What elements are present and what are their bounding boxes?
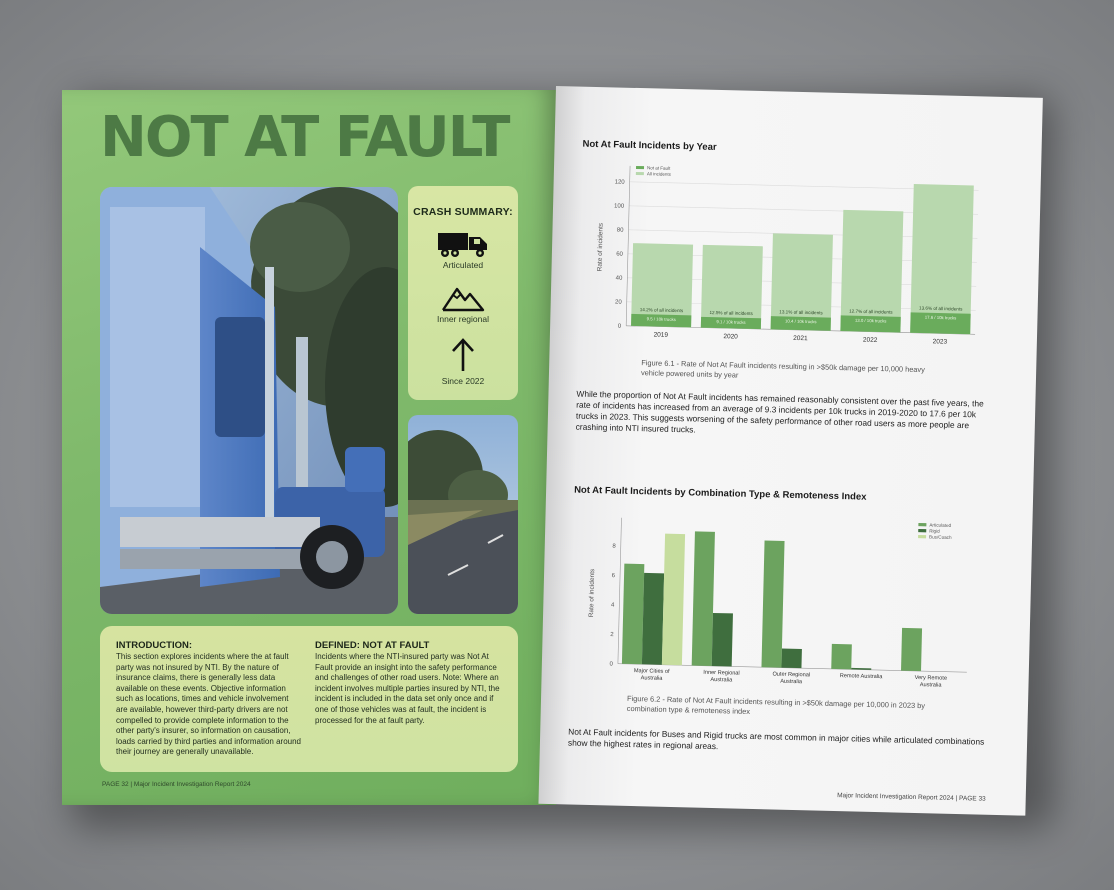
defined-section xyxy=(315,640,500,726)
legend-label-all-incidents: All incidents xyxy=(646,171,671,177)
legend-swatch xyxy=(918,529,926,532)
pct-label: 13.6% of all incidents xyxy=(919,305,963,312)
rate-label: 13.0 / 10k trucks xyxy=(854,317,887,324)
y-tick-label: 40 xyxy=(615,275,623,282)
chart-year xyxy=(590,155,990,361)
y-tick-label: 8 xyxy=(612,543,616,550)
truck-icon xyxy=(436,229,490,259)
pct-label: 14.2% of all incidents xyxy=(639,307,684,314)
crash-summary-card xyxy=(408,186,518,400)
legend-label: Rigid xyxy=(929,528,940,534)
bar-rigid xyxy=(781,649,801,669)
x-tick-label: 2022 xyxy=(862,336,878,344)
defined-heading: DEFINED: NOT AT FAULT xyxy=(315,640,430,651)
pct-label: 13.1% of all incidents xyxy=(779,309,823,316)
articulated-label: Articulated xyxy=(442,260,484,270)
road-photo xyxy=(408,415,518,614)
y-tick-label: 80 xyxy=(616,227,624,234)
pct-label: 12.5% of all incidents xyxy=(709,310,753,317)
paragraph-2: Not At Fault incidents for Buses and Rigid trucks are most common in major cities while articulated combinations show the highest rates in regional areas. xyxy=(567,726,985,752)
bar-articulated xyxy=(761,540,784,667)
bar-all-incidents xyxy=(910,184,974,334)
y-tick-label: 20 xyxy=(614,299,622,306)
mountain-icon xyxy=(441,283,485,313)
bar-articulated xyxy=(831,644,852,670)
y-tick-label: 0 xyxy=(617,323,622,330)
y-tick-label: 100 xyxy=(613,203,625,210)
legend-swatch-all-incidents xyxy=(636,172,644,175)
pct-label: 12.7% of all incidents xyxy=(849,308,893,315)
footer-right: Major Incident Investigation Report 2024 | PAGE 33 xyxy=(837,792,986,803)
bar-bus-coach xyxy=(662,534,685,666)
truck-photo xyxy=(100,187,398,614)
right-page xyxy=(538,86,1042,816)
bar-articulated xyxy=(692,531,715,666)
arrow-up-icon xyxy=(450,337,476,373)
bar-articulated xyxy=(622,564,644,665)
y-tick-label: 4 xyxy=(610,602,615,609)
y-axis xyxy=(618,518,622,664)
x-tick-label: Major Cities of xyxy=(633,668,670,675)
bar-articulated xyxy=(901,628,922,671)
x-tick-label: 2023 xyxy=(932,338,948,346)
chart2-caption: Figure 6.2 - Rate of Not At Fault incidents resulting in >$50k damage per 10,000 in 2023 by combination type & remoteness index xyxy=(626,693,926,716)
y-tick-label: 0 xyxy=(609,661,613,668)
x-tick-label: Very Remote xyxy=(914,674,948,682)
left-page xyxy=(62,90,556,805)
legend-swatch xyxy=(918,535,926,538)
legend-label-not-at-fault: Not at Fault xyxy=(646,165,671,171)
y-tick-label: 2 xyxy=(610,632,614,639)
legend-swatch xyxy=(918,523,926,526)
y-tick-label: 6 xyxy=(611,573,616,580)
paragraph-1: While the proportion of Not At Fault incidents has remained reasonably consistent over the past five years, the rate of incidents has increased from an average of 9.3 incidents per 10k trucks in 2019-2020 to 17.6 per 10k trucks in 2023. This suggests worsening of the safety performance of other road users as more people are crashing into NTI insured trucks. xyxy=(575,388,984,435)
chart-remoteness xyxy=(581,501,981,701)
legend-swatch-not-at-fault xyxy=(636,166,644,169)
bar-all-incidents xyxy=(771,233,833,330)
introduction-text: This section explores incidents where the at fault party was not insured by NTI. By the nature of insurance claims, there is generally less data available on these events. Objective information such as locations, times and vehicle involvement are available, however third-party drivers are not compelled to provide complete information to the other party's insurer, so information on causation, loads carried by third parties and information around their journey are generally unavailable. xyxy=(116,652,301,757)
bar-rigid xyxy=(712,613,733,667)
page-title: NOT AT FAULT xyxy=(100,105,509,170)
bar-rigid xyxy=(642,573,664,665)
info-card xyxy=(100,626,518,772)
x-tick-label: Australia xyxy=(640,675,663,682)
bar-all-incidents xyxy=(701,245,763,329)
y-axis-label: Rate of incidents xyxy=(596,222,605,272)
rate-label: 17.6 / 10k trucks xyxy=(924,314,957,321)
inner-regional-label: Inner regional xyxy=(437,314,489,324)
legend-label: Bus/Coach xyxy=(929,534,952,540)
crash-summary-title: CRASH SUMMARY: xyxy=(413,206,513,218)
y-tick-label: 120 xyxy=(614,179,625,186)
rate-label: 10.4 / 10k trucks xyxy=(785,318,817,325)
x-tick-label: Australia xyxy=(780,678,803,686)
x-tick-label: Outer Regional xyxy=(772,671,811,679)
introduction-section xyxy=(116,640,301,758)
y-tick-label: 60 xyxy=(616,251,623,258)
x-tick-label: 2021 xyxy=(793,334,808,343)
defined-text: Incidents where the NTI-insured party was Not At Fault provide an insight into the safety performance and challenges of other road users. Note: Where an incident involves multiple parties insured by NTI, the incident is included in the data set only once and if one of those vehicles was at fault, the incident is processed for the at fault party. xyxy=(315,652,500,725)
x-tick-label: Inner Regional xyxy=(703,669,740,677)
footer-left: PAGE 32 | Major Incident Investigation Report 2024 xyxy=(102,781,251,788)
since-2022-label: Since 2022 xyxy=(441,376,485,386)
x-tick-label: Remote Australia xyxy=(839,673,883,681)
x-tick-label: Australia xyxy=(919,682,942,689)
rate-label: 9.5 / 10k trucks xyxy=(646,316,676,322)
x-tick-label: 2020 xyxy=(723,333,738,341)
rate-label: 9.1 / 10k trucks xyxy=(716,319,746,325)
chart1-title: Not At Fault Incidents by Year xyxy=(582,138,717,153)
chart2-title: Not At Fault Incidents by Combination Type & Remoteness Index xyxy=(573,484,867,503)
x-tick-label: 2019 xyxy=(653,331,669,339)
y-axis-label: Rate of incidents xyxy=(588,568,597,618)
legend-label: Articulated xyxy=(929,522,952,528)
chart1-caption: Figure 6.1 - Rate of Not At Fault incidents resulting in >$50k damage per 10,000 heavy vehicle powered units by year xyxy=(640,358,925,380)
x-tick-label: Australia xyxy=(710,676,733,684)
introduction-heading: INTRODUCTION: xyxy=(116,640,192,651)
